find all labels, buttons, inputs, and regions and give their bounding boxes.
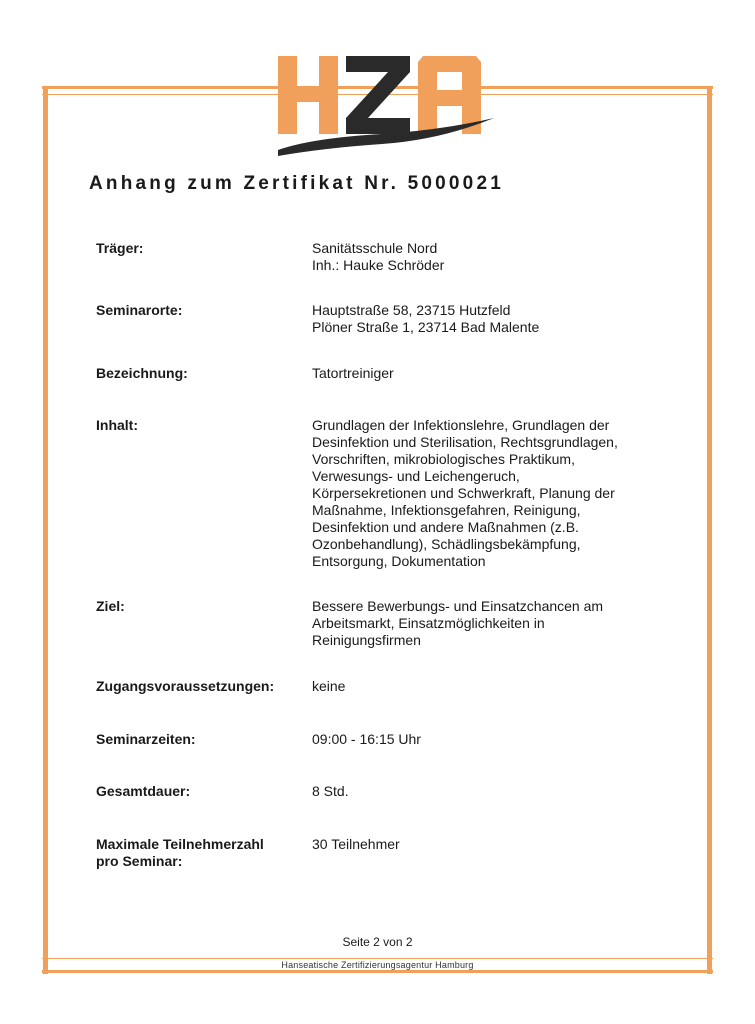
value-line: Plöner Straße 1, 23714 Bad Malente (312, 319, 540, 335)
field-label: Seminarzeiten: (96, 731, 196, 747)
field-value (312, 417, 657, 570)
value-line: Ozonbehandlung), Schädlingsbekämpfung, (312, 536, 581, 552)
value-line: Tatortreiniger (312, 365, 394, 381)
value-line: Reinigungsfirmen (312, 632, 421, 648)
frame-left-line (43, 86, 48, 974)
value-line: Sanitätsschule Nord (312, 240, 438, 256)
footer-agency-name: Hanseatische Zertifizierungsagentur Hamburg (281, 960, 474, 970)
field-value (312, 598, 657, 649)
frame-bottom-line (42, 970, 713, 973)
value-line: 8 Std. (312, 783, 349, 799)
field-label: Ziel: (96, 598, 125, 614)
field-value (312, 836, 657, 853)
frame-right-line (707, 86, 712, 974)
page-number: Seite 2 von 2 (342, 935, 413, 949)
field-value (312, 240, 657, 274)
value-line: Arbeitsmarkt, Einsatzmöglichkeiten in (312, 615, 545, 631)
field-label: Seminarorte: (96, 302, 183, 318)
field-label: Zugangsvoraussetzungen: (96, 678, 275, 694)
field-label: Bezeichnung: (96, 365, 188, 381)
value-line: Entsorgung, Dokumentation (312, 553, 486, 569)
field-label: Gesamtdauer: (96, 783, 191, 799)
value-line: Maßnahme, Infektionsgefahren, Reinigung, (312, 502, 581, 518)
field-value (312, 731, 657, 748)
label-line: pro Seminar: (96, 853, 183, 869)
value-line: Bessere Bewerbungs- und Einsatzchancen am (312, 598, 604, 614)
value-line: keine (312, 678, 346, 694)
field-value (312, 365, 657, 382)
field-label: Inhalt: (96, 417, 138, 433)
field-value (312, 783, 657, 800)
value-line: Verwesungs- und Leichengeruch, (312, 468, 520, 484)
value-line: Vorschriften, mikrobiologisches Praktikum, (312, 451, 575, 467)
value-line: Desinfektion und andere Maßnahmen (z.B. (312, 519, 579, 535)
value-line: Körpersekretionen und Schwerkraft, Planung der (312, 485, 615, 501)
value-line: Hauptstraße 58, 23715 Hutzfeld (312, 302, 511, 318)
value-line: 09:00 - 16:15 Uhr (312, 731, 421, 747)
document-title: Anhang zum Zertifikat Nr. 5000021 (89, 173, 504, 194)
value-line: Grundlagen der Infektionslehre, Grundlagen der (312, 417, 610, 433)
frame-bottom-thin-line (42, 958, 713, 959)
field-value (312, 302, 657, 336)
value-line: Desinfektion und Sterilisation, Rechtsgrundlagen, (312, 434, 618, 450)
value-line: Inh.: Hauke Schröder (312, 257, 445, 273)
field-label: Träger: (96, 240, 144, 256)
value-line: 30 Teilnehmer (312, 836, 400, 852)
label-line: Maximale Teilnehmerzahl (96, 836, 264, 852)
field-label (96, 836, 306, 870)
field-value (312, 678, 657, 695)
hza-logo (272, 52, 498, 164)
